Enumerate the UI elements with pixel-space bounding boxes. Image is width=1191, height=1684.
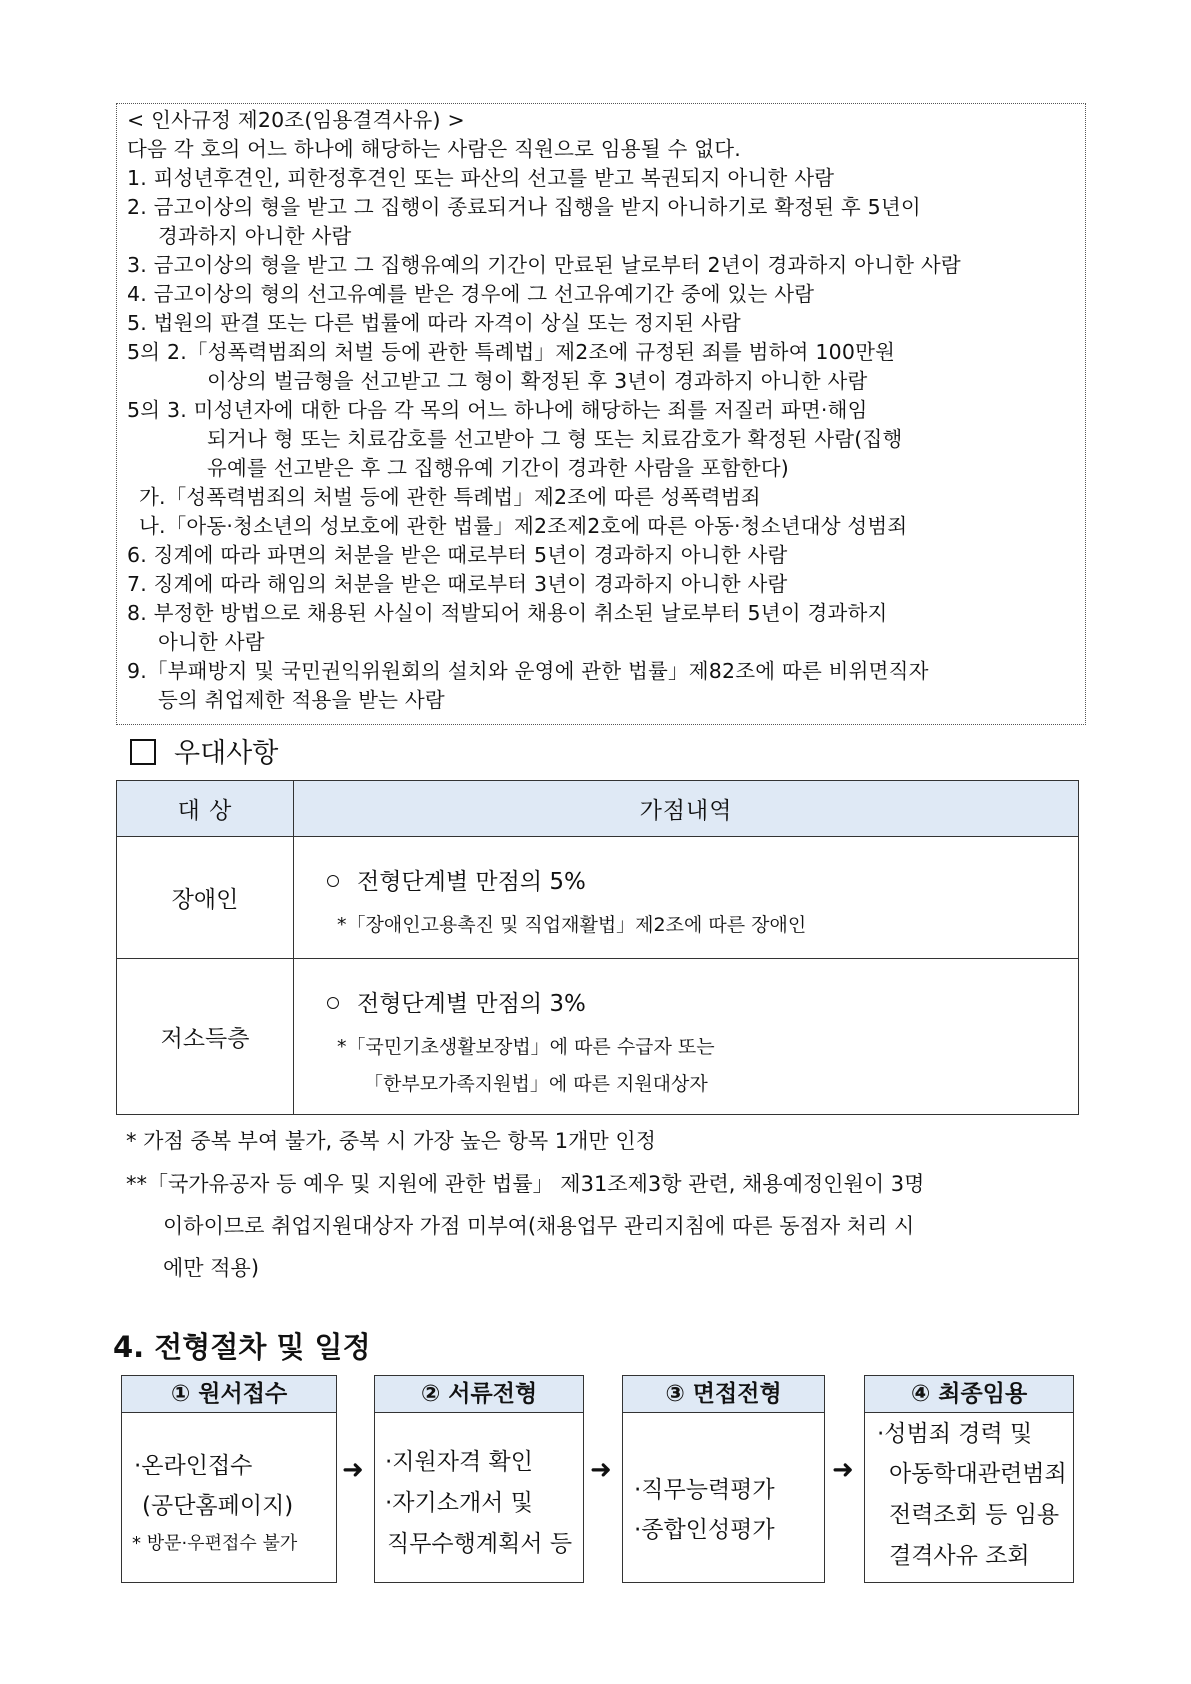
step-line: ·온라인접수 (134, 1453, 253, 1479)
table-header-row (117, 781, 1079, 837)
process-step (374, 1375, 584, 1583)
step-line: 결격사유 조회 (889, 1543, 1030, 1569)
footnote: **「국가유공자 등 예우 및 지원에 관한 법률」 제31조제3항 관련, 채용예정인원이 3명 (126, 1172, 925, 1196)
rule-line: 등의 취업제한 적용을 받는 사람 (158, 688, 445, 712)
step-line: (공단홈페이지) (142, 1493, 294, 1519)
step-line: ·성범죄 경력 및 (877, 1421, 1033, 1447)
step-line: 전력조회 등 임용 (889, 1502, 1060, 1528)
circle-bullet-icon (327, 997, 339, 1009)
rule-line: 6. 징계에 따라 파면의 처분을 받은 때로부터 5년이 경과하지 아니한 사람 (127, 543, 788, 567)
rule-line: 3. 금고이상의 형을 받고 그 집행유예의 기간이 만료된 날로부터 2년이 경과하지 아니한 사람 (127, 253, 961, 277)
row-main: 전형단계별 만점의 5% (357, 869, 586, 895)
footnote: * 가점 중복 부여 불가, 중복 시 가장 높은 항목 1개만 인정 (126, 1129, 656, 1153)
table-row (117, 837, 1079, 959)
col-target-header: 대 상 (117, 781, 294, 837)
arrow-right-icon: ➜ (590, 1455, 612, 1485)
rule-line: 되거나 형 또는 치료감호를 선고받아 그 형 또는 치료감호가 확정된 사람(집행 (207, 427, 903, 451)
row-target: 장애인 (117, 837, 294, 959)
rule-line: 4. 금고이상의 형의 선고유예를 받은 경우에 그 선고유예기간 중에 있는 사람 (127, 282, 815, 306)
arrow-right-icon: ➜ (342, 1455, 364, 1485)
rule-line: 5. 법원의 판결 또는 다른 법률에 따라 자격이 상실 또는 정지된 사람 (127, 311, 741, 335)
process-heading: 4. 전형절차 및 일정 (113, 1330, 371, 1364)
step-line: 직무수행계획서 등 (387, 1531, 573, 1557)
circle-bullet-icon (327, 875, 339, 887)
step-line: 아동학대관련범죄 (889, 1461, 1067, 1487)
step-title: ② 서류전형 (375, 1376, 583, 1413)
row-note: *「장애인고용촉진 및 직업재활법」제2조에 따른 장애인 (337, 914, 807, 936)
step-line: ·직무능력평가 (634, 1477, 775, 1503)
rule-line: 경과하지 아니한 사람 (158, 224, 352, 248)
table-row (117, 959, 1079, 1115)
rule-line: 유예를 선고받은 후 그 집행유예 기간이 경과한 사람을 포함한다) (207, 456, 790, 480)
arrow-right-icon: ➜ (832, 1455, 854, 1485)
rule-line: 7. 징계에 따라 해임의 처분을 받은 때로부터 3년이 경과하지 아니한 사람 (127, 572, 788, 596)
step-line: ·지원자격 확인 (385, 1449, 533, 1475)
row-detail (294, 959, 1079, 1115)
step-title: ① 원서접수 (122, 1376, 336, 1413)
rule-line: 이상의 벌금형을 선고받고 그 형이 확정된 후 3년이 경과하지 아니한 사람 (207, 369, 868, 393)
rule-line: 가.「성폭력범죄의 처벌 등에 관한 특례법」제2조에 따른 성폭력범죄 (139, 485, 761, 509)
preference-table (116, 780, 1079, 1115)
preference-heading: 우대사항 (130, 731, 278, 770)
footnote: 이하이므로 취업지원대상자 가점 미부여(채용업무 관리지침에 따른 동점자 처리 시 (163, 1214, 915, 1238)
process-step (622, 1375, 825, 1583)
checkbox-icon (130, 739, 156, 765)
step-title: ④ 최종임용 (865, 1376, 1073, 1413)
step-line: ·종합인성평가 (634, 1517, 775, 1543)
step-line: * 방문·우편접수 불가 (132, 1533, 298, 1554)
footnote: 에만 적용) (163, 1256, 260, 1280)
rule-line: 8. 부정한 방법으로 채용된 사실이 적발되어 채용이 취소된 날로부터 5년이 경과하지 (127, 601, 888, 625)
rule-line: 아니한 사람 (158, 630, 265, 654)
row-note: 「한부모가족지원법」에 따른 지원대상자 (364, 1073, 708, 1095)
row-target: 저소득층 (117, 959, 294, 1115)
rule-line: 5의 3. 미성년자에 대한 다음 각 목의 어느 하나에 해당하는 죄를 저질러 파면·해임 (127, 398, 868, 422)
rule-line: 1. 피성년후견인, 피한정후견인 또는 파산의 선고를 받고 복권되지 아니한 사람 (127, 166, 835, 190)
row-main: 전형단계별 만점의 3% (357, 991, 586, 1017)
rules-title: < 인사규정 제20조(임용결격사유) > (127, 108, 465, 132)
row-note: *「국민기초생활보장법」에 따른 수급자 또는 (337, 1036, 715, 1058)
col-detail-header: 가점내역 (294, 781, 1079, 837)
rule-line: 나.「아동·청소년의 성보호에 관한 법률」제2조제2호에 따른 아동·청소년대상 성범죄 (139, 514, 908, 538)
rules-intro: 다음 각 호의 어느 하나에 해당하는 사람은 직원으로 임용될 수 없다. (127, 137, 741, 161)
rule-line: 2. 금고이상의 형을 받고 그 집행이 종료되거나 집행을 받지 아니하기로 확정된 후 5년이 (127, 195, 921, 219)
process-step (864, 1375, 1074, 1583)
rule-line: 5의 2.「성폭력범죄의 처벌 등에 관한 특례법」제2조에 규정된 죄를 범하여 100만원 (127, 340, 896, 364)
process-step (121, 1375, 337, 1583)
row-detail (294, 837, 1079, 959)
step-line: ·자기소개서 및 (385, 1490, 533, 1516)
rule-line: 9.「부패방지 및 국민권익위원회의 설치와 운영에 관한 법률」제82조에 따른 비위면직자 (127, 659, 929, 683)
step-title: ③ 면접전형 (623, 1376, 824, 1413)
